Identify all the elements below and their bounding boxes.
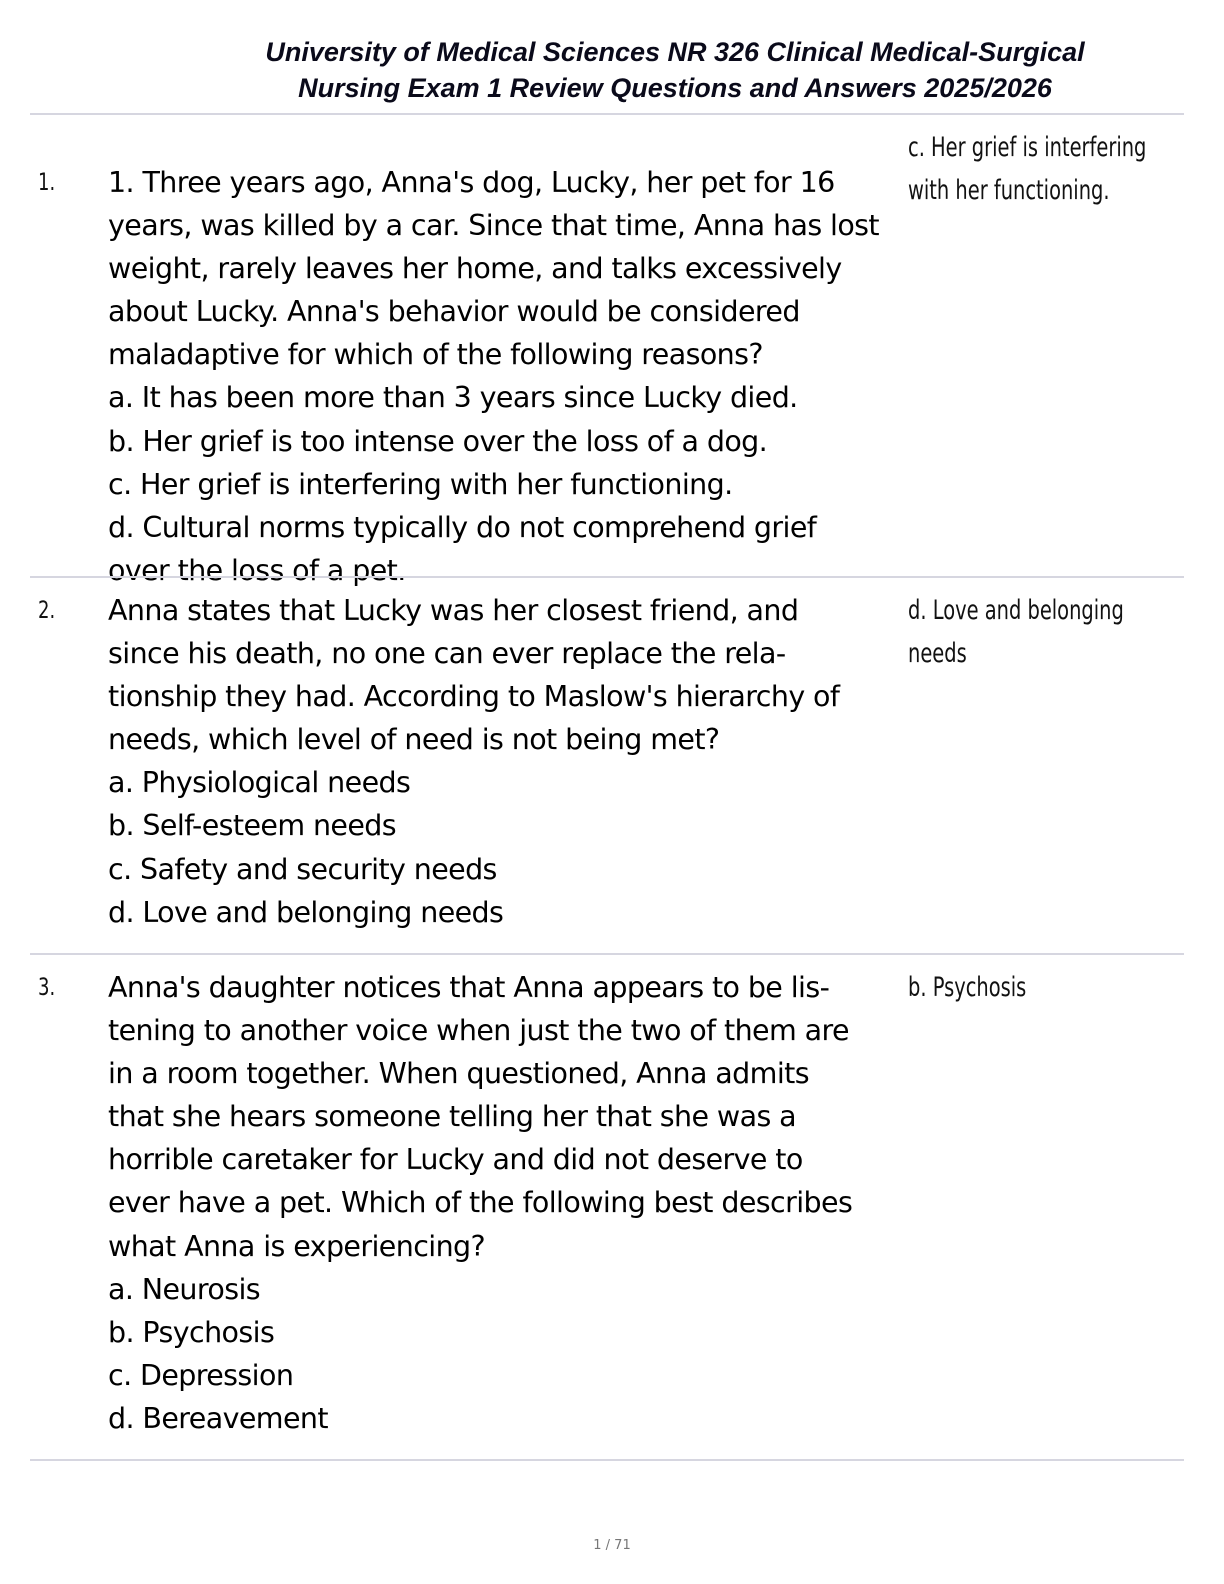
answer-option: c. Depression: [108, 1358, 294, 1392]
question-line: tionship they had. According to Maslow's hierarchy of: [108, 680, 840, 714]
question-number: 1.: [38, 168, 56, 196]
header-divider: [30, 113, 1184, 115]
question-line: needs, which level of need is not being met?: [108, 723, 720, 757]
correct-answer: [908, 589, 1138, 675]
page-number: 1 / 71: [593, 1538, 631, 1553]
answer-option: b. Her grief is too intense over the loss of a dog.: [108, 424, 768, 458]
title-line-1: University of Medical Sciences NR 326 Clinical Medical-Surgical: [265, 37, 1085, 67]
question-divider: [30, 576, 1184, 578]
answer-option: a. It has been more than 3 years since Lucky died.: [108, 381, 798, 415]
question-text: [108, 161, 908, 592]
question-line: ever have a pet. Which of the following best describes: [108, 1186, 853, 1220]
answer-option: d. Bereavement: [108, 1401, 328, 1435]
question-line: since his death, no one can ever replace the rela-: [108, 637, 786, 671]
question-line: about Lucky. Anna's behavior would be considered: [108, 295, 800, 329]
question-divider: [30, 1459, 1184, 1461]
answer-option: over the loss of a pet.: [108, 553, 406, 587]
answer-line: with her functioning.: [908, 175, 1110, 206]
correct-answer: [908, 966, 1138, 1009]
answer-option: c. Her grief is interfering with her functioning.: [108, 467, 733, 501]
question-line: years, was killed by a car. Since that time, Anna has lost: [108, 209, 880, 243]
question-line: tening to another voice when just the two of them are: [108, 1014, 849, 1048]
answer-option: b. Psychosis: [108, 1315, 275, 1349]
question-line: that she hears someone telling her that she was a: [108, 1100, 797, 1134]
document-title: [150, 34, 1200, 106]
answer-option: b. Self-esteem needs: [108, 809, 397, 843]
question-number: 3.: [38, 973, 56, 1001]
question-line: Anna states that Lucky was her closest friend, and: [108, 594, 799, 627]
question-divider: [30, 953, 1184, 955]
answer-option: a. Neurosis: [108, 1272, 261, 1306]
answer-line: d. Love and belonging: [908, 595, 1124, 626]
answer-option: d. Love and belonging needs: [108, 895, 504, 929]
question-line: weight, rarely leaves her home, and talks excessively: [108, 252, 842, 286]
question-line: 1. Three years ago, Anna's dog, Lucky, her pet for 16: [108, 166, 835, 199]
question-line: maladaptive for which of the following reasons?: [108, 338, 763, 372]
question-number: 2.: [38, 596, 56, 624]
question-line: Anna's daughter notices that Anna appears to be lis-: [108, 971, 830, 1004]
title-line-2: Nursing Exam 1 Review Questions and Answers 2025/2026: [298, 73, 1052, 103]
question-line: in a room together. When questioned, Anna admits: [108, 1057, 809, 1091]
answer-line: b. Psychosis: [908, 972, 1027, 1003]
question-line: what Anna is experiencing?: [108, 1229, 486, 1263]
answer-option: a. Physiological needs: [108, 766, 411, 800]
answer-line: c. Her grief is interfering: [908, 132, 1147, 163]
question-text: [108, 966, 908, 1440]
question-text: [108, 589, 908, 934]
answer-option: c. Safety and security needs: [108, 852, 497, 886]
answer-option: d. Cultural norms typically do not comprehend grief: [108, 510, 817, 544]
correct-answer: [908, 126, 1147, 212]
answer-line: needs: [908, 638, 967, 669]
question-line: horrible caretaker for Lucky and did not deserve to: [108, 1143, 803, 1177]
